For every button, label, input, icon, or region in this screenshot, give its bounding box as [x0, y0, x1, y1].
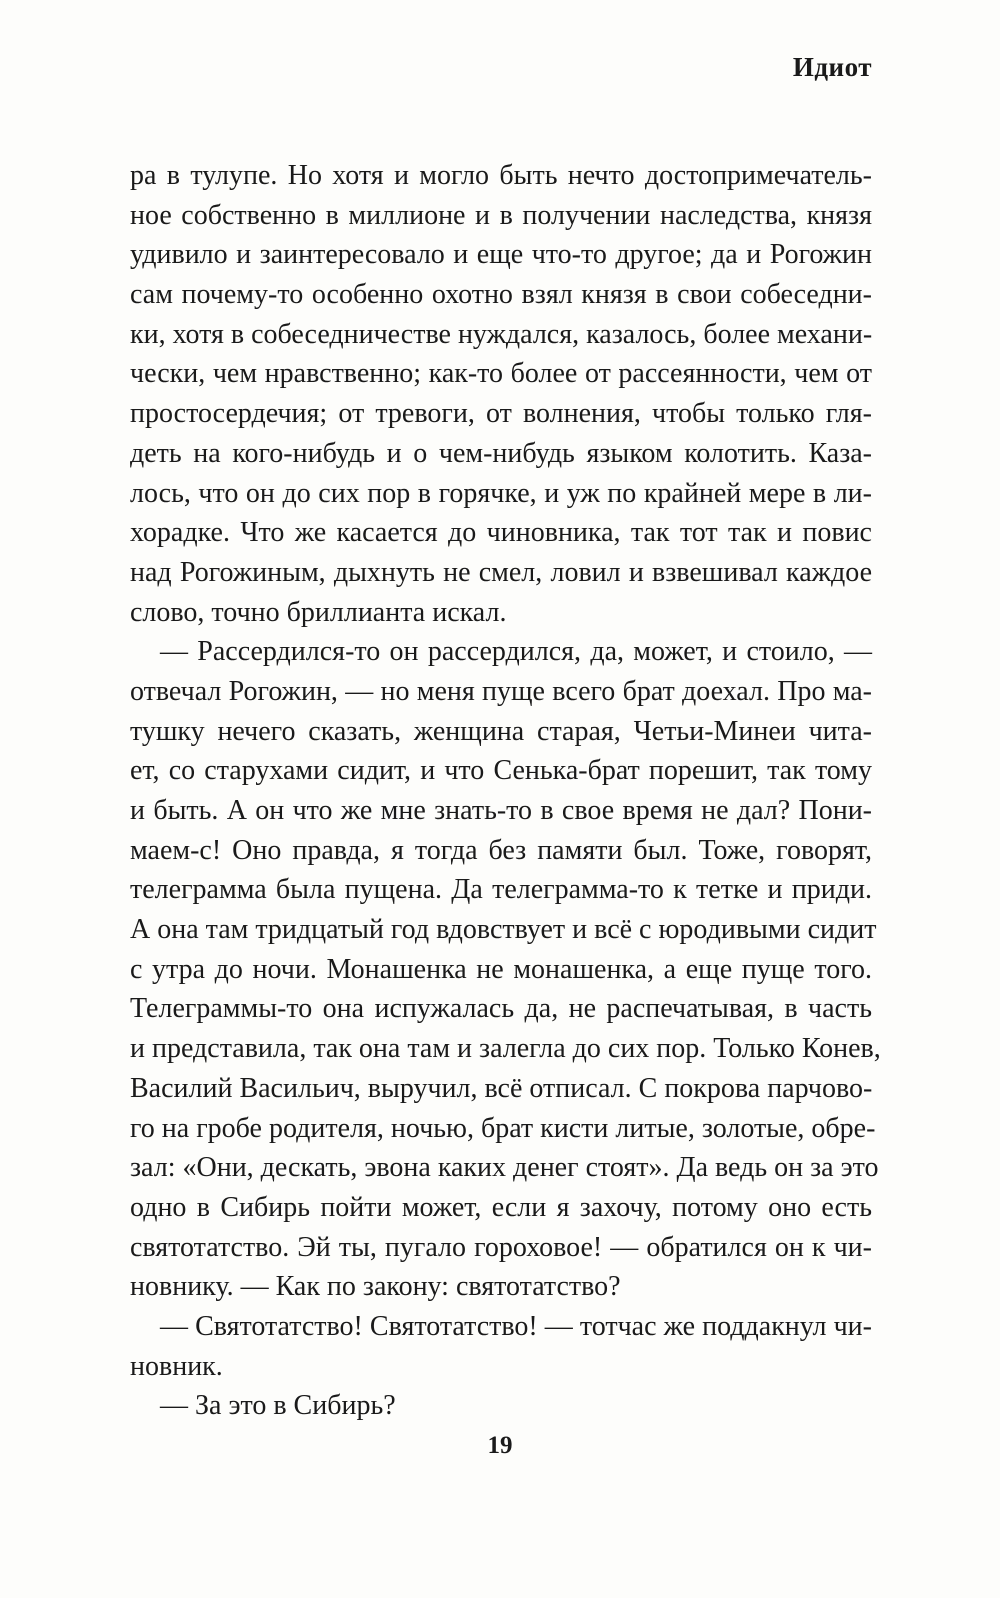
text-line: — Рассердился-то он рассердился, да, может, и стоило, —: [160, 636, 872, 668]
text-line: удивило и заинтересовало и еще что-то другое; да и Рогожин: [130, 239, 872, 271]
text-line: отвечал Рогожин, — но меня пуще всего брат доехал. Про ма-: [130, 675, 872, 707]
text-line: ное собственно в миллионе и в получении наследства, князя: [130, 199, 872, 231]
text-line: с утра до ночи. Монашенка не монашенка, а еще пуще того.: [130, 953, 872, 985]
text-line: телеграмма была пущена. Да телеграмма-то к тетке и приди.: [130, 874, 872, 906]
text-line: простосердечия; от тревоги, от волнения, чтобы только гля-: [130, 398, 872, 430]
page-number: 19: [487, 1432, 513, 1459]
text-line: лось, что он до сих пор в горячке, и уж по крайней мере в ли-: [130, 477, 872, 509]
text-line: ра в тулупе. Но хотя и могло быть нечто достопримечатель-: [130, 160, 872, 191]
text-line: одно в Сибирь пойти может, если я захочу, потому оно есть: [130, 1191, 872, 1223]
text-line: го на гробе родителя, ночью, брат кисти литые, золотые, обре-: [130, 1112, 876, 1144]
text-line: А она там тридцатый год вдовствует и всё с юродивыми сидит: [130, 914, 877, 946]
text-line: и быть. А он что же мне знать-то в свое время не дал? Пони-: [130, 795, 872, 826]
text-line: хорадке. Что же касается до чиновника, так тот так и повис: [130, 517, 872, 549]
text-line: деть на кого-нибудь и о чем-нибудь языком колотить. Каза-: [130, 437, 872, 469]
running-title: Идиот: [792, 52, 872, 82]
text-line: — За это в Сибирь?: [160, 1390, 396, 1422]
text-line: сам почему-то особенно охотно взял князя в свои собеседни-: [130, 279, 872, 311]
text-line: — Святотатство! Святотатство! — тотчас же поддакнул чи-: [160, 1310, 872, 1342]
text-line: Василий Васильич, выручил, всё отписал. С покрова парчово-: [130, 1072, 873, 1104]
text-line: тушку нечего сказать, женщина старая, Четьи-Минеи чита-: [130, 715, 872, 747]
text-line: святотатство. Эй ты, пугало гороховое! — обратился он к чи-: [130, 1231, 872, 1263]
text-line: Телеграммы-то она испужалась да, не распечатывая, в часть: [130, 993, 872, 1025]
text-line: новнику. — Как по закону: святотатство?: [130, 1271, 621, 1303]
body-text: [130, 156, 881, 1426]
text-line: новник.: [130, 1350, 223, 1382]
text-line: ки, хотя в собеседничестве нуждался, казалось, более механи-: [130, 318, 873, 350]
text-line: и представила, так она там и залегла до сих пор. Только Конев,: [130, 1033, 881, 1065]
text-line: слово, точно бриллианта искал.: [130, 596, 507, 628]
text-line: над Рогожиным, дыхнуть не смел, ловил и взвешивал каждое: [130, 556, 872, 588]
text-line: зал: «Они, дескать, эвона каких денег стоят». Да ведь он за это: [130, 1152, 879, 1184]
text-line: чески, чем нравственно; как-то более от рассеянности, чем от: [130, 358, 872, 390]
text-line: маем-с! Оно правда, я тогда без памяти был. Тоже, говорят,: [130, 834, 872, 866]
text-line: ет, со старухами сидит, и что Сенька-брат порешит, так тому: [130, 755, 872, 787]
